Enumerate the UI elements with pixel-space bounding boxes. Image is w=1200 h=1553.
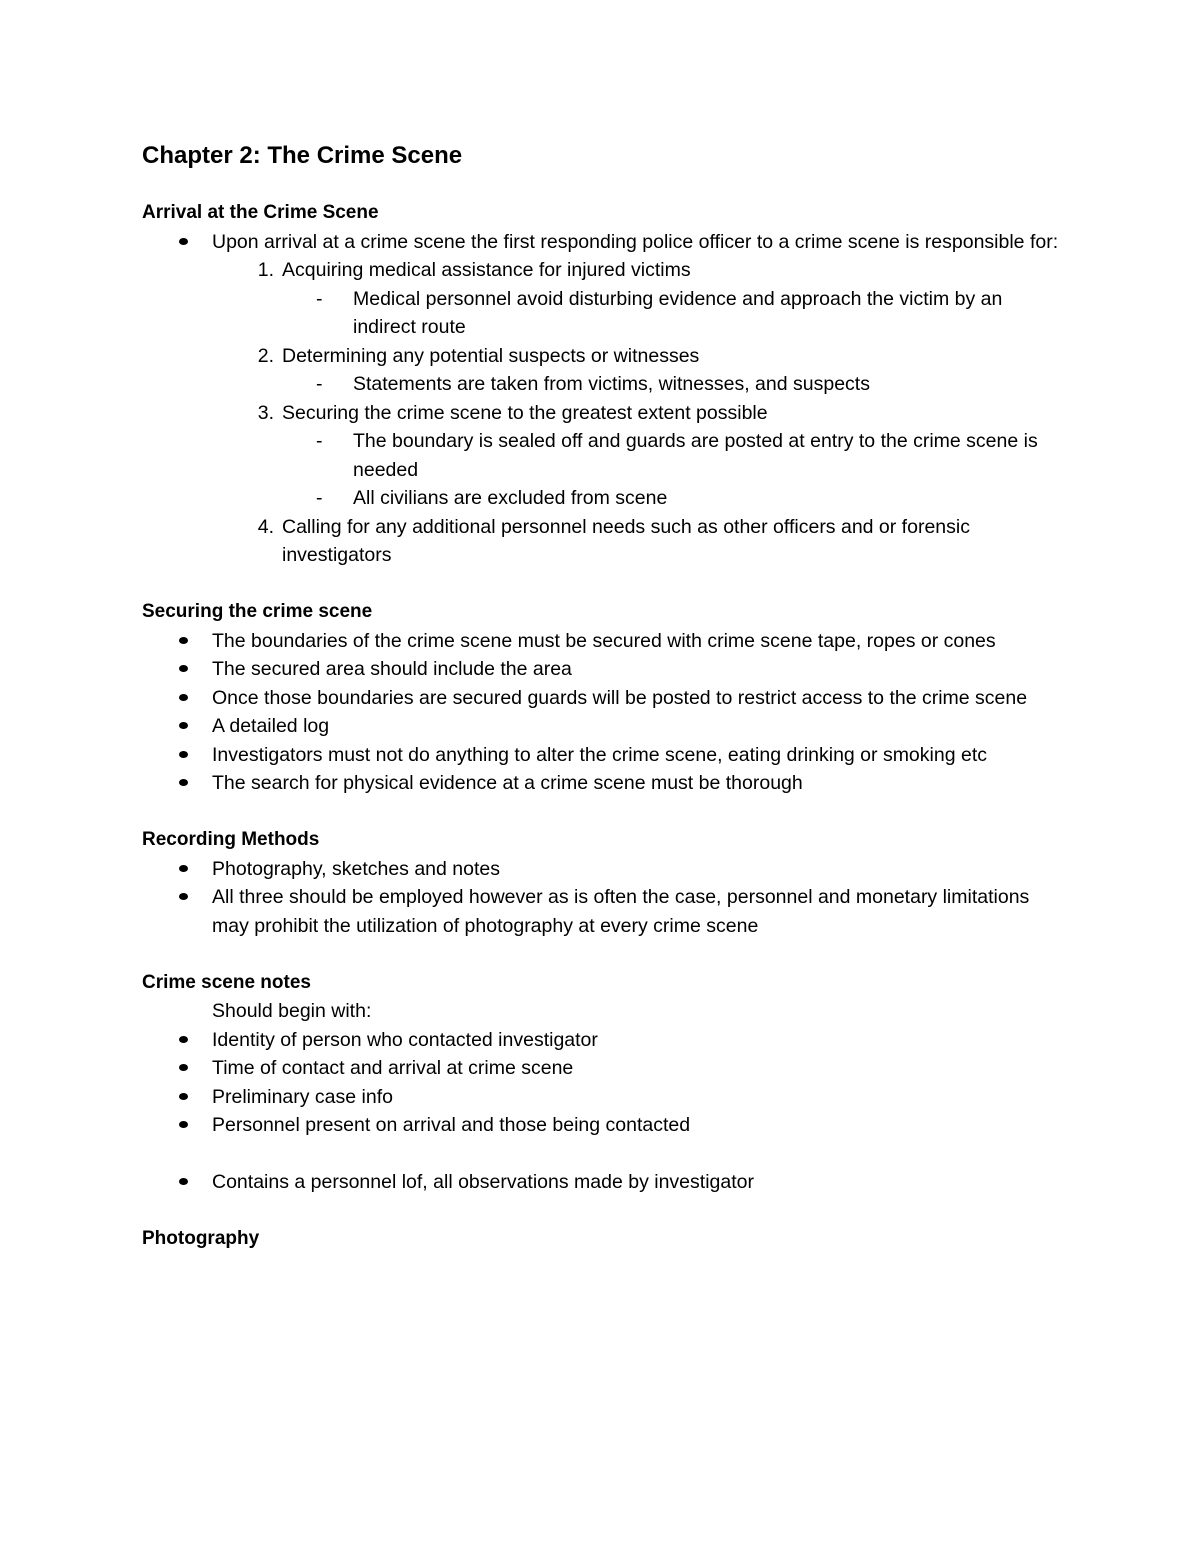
list-item: A detailed log	[142, 712, 1062, 741]
dash-item: - The boundary is sealed off and guards are posted at entry to the crime scene is needed	[316, 430, 1038, 481]
list-item: The secured area should include the area	[142, 655, 1062, 684]
notes-list	[142, 1026, 1062, 1140]
arrival-list	[142, 228, 1062, 257]
list-item: Preliminary case info	[142, 1083, 1062, 1112]
dash-item: - Medical personnel avoid disturbing evidence and approach the victim by an indirect route	[316, 287, 1003, 338]
section-heading-recording: Recording Methods	[142, 829, 320, 850]
list-item: Upon arrival at a crime scene the first responding police officer to a crime scene is responsible for:	[142, 228, 1062, 257]
document-content	[142, 138, 1062, 1254]
list-item: The boundaries of the crime scene must be secured with crime scene tape, ropes or cones	[142, 627, 1062, 656]
list-item: Once those boundaries are secured guards will be posted to restrict access to the crime scene	[142, 684, 1062, 713]
page-title: Chapter 2: The Crime Scene	[142, 142, 463, 169]
notes-extra-list	[142, 1168, 1062, 1197]
notes-lead: Should begin with:	[212, 1000, 372, 1022]
dash-item: - Statements are taken from victims, witnesses, and suspects	[316, 373, 870, 395]
arrival-steps	[142, 256, 1062, 570]
numbered-item: 2. Determining any potential suspects or witnesses - Statements are taken from victims, witnesses, and suspects	[212, 342, 1062, 399]
list-item: Time of contact and arrival at crime scene	[142, 1054, 1062, 1083]
list-item: Contains a personnel lof, all observations made by investigator	[142, 1168, 1062, 1197]
section-heading-arrival: Arrival at the Crime Scene	[142, 202, 379, 223]
list-item: All three should be employed however as is often the case, personnel and monetary limitations may prohibit the utilization of photography at every crime scene	[142, 883, 1062, 940]
list-item: Personnel present on arrival and those being contacted	[142, 1111, 1062, 1140]
list-item: Identity of person who contacted investigator	[142, 1026, 1062, 1055]
numbered-item: 3. Securing the crime scene to the greatest extent possible - The boundary is sealed off and guards are posted at entry to the crime scene is needed - All civilians are excluded from scene	[212, 399, 1062, 513]
securing-list	[142, 627, 1062, 798]
list-item: Photography, sketches and notes	[142, 855, 1062, 884]
section-heading-securing: Securing the crime scene	[142, 601, 373, 622]
section-heading-photography: Photography	[142, 1228, 260, 1249]
numbered-item: 4. Calling for any additional personnel needs such as other officers and or forensic investigators	[257, 515, 970, 566]
section-heading-notes: Crime scene notes	[142, 971, 311, 993]
recording-list	[142, 855, 1062, 941]
numbered-item: 1. Acquiring medical assistance for injured victims - Medical personnel avoid disturbing evidence and approach the victim by an indirect route	[212, 256, 1062, 342]
list-item: The search for physical evidence at a crime scene must be thorough	[142, 769, 1062, 798]
list-item: Investigators must not do anything to alter the crime scene, eating drinking or smoking etc	[142, 741, 1062, 770]
dash-item: - All civilians are excluded from scene	[316, 487, 668, 509]
